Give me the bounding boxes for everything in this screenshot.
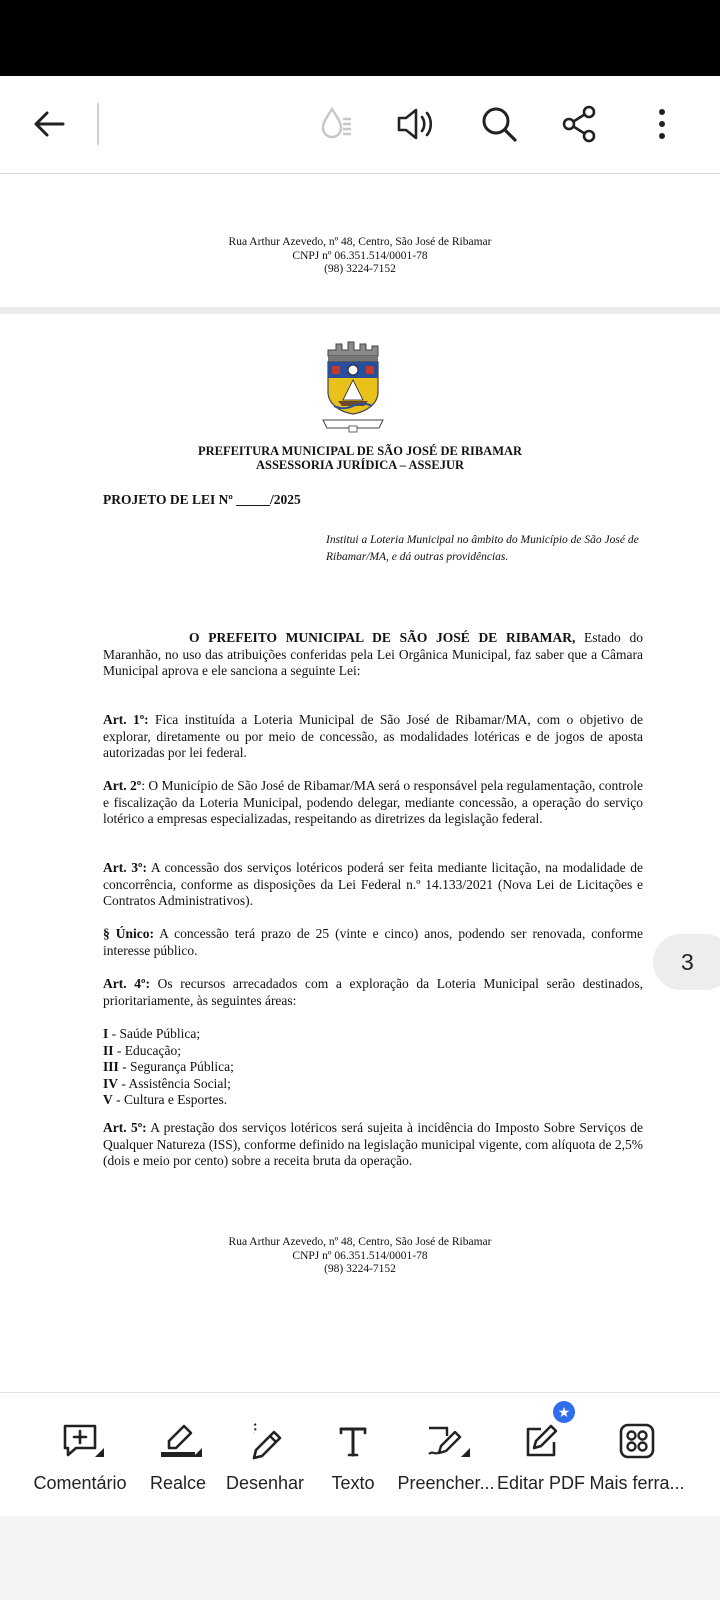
highlight-label: Realce [149,1473,207,1493]
highlighter-icon [152,1415,204,1467]
status-bar [0,0,720,76]
draw-tool[interactable] [222,1393,308,1517]
list-item [103,1059,643,1076]
org-name: PREFEITURA MUNICIPAL DE SÃO JOSÉ DE RIBAMAR [197,444,523,458]
footer-phone: (98) 3224-7152 [324,263,396,275]
comment-icon [54,1415,106,1467]
article-5-label: Art. 5º: [103,1120,147,1135]
list-item-text: - Saúde Pública; [108,1026,201,1041]
list-item-number: III [103,1059,119,1075]
more-tools-label: Mais ferra... [589,1473,685,1493]
pdf-page-current [0,314,720,1392]
arrow-left-icon [31,106,67,142]
draw-label: Desenhar [225,1473,305,1493]
sole-paragraph-label: § Único: [103,926,154,941]
list-item-number: IV [103,1075,119,1091]
back-button[interactable] [25,100,73,148]
article-4-text: Os recursos arrecadados com a exploração da Loteria Municipal serão destinados, prioritariamente, às seguintes áreas: [103,976,643,1008]
article-4-label: Art. 4º: [103,976,150,991]
list-item [103,1026,643,1043]
toolbar-divider [97,103,99,145]
bill-summary: Institui a Loteria Municipal no âmbito do Município de São José de Ribamar/MA, e dá outras providências. [326,534,639,563]
text-t-icon [327,1415,379,1467]
liquid-mode-icon [315,103,357,145]
highlight-tool[interactable] [138,1393,218,1517]
comment-label: Comentário [33,1473,127,1493]
sole-paragraph [103,926,643,959]
pdf-viewer[interactable] [0,174,720,1392]
system-navigation-area [0,1516,720,1600]
more-tools-button[interactable] [588,1393,686,1517]
fill-sign-tool[interactable] [397,1393,495,1517]
edit-pdf-label: Editar PDF [496,1473,586,1493]
list-item-text: - Cultura e Esportes. [112,1092,228,1108]
article-2-text: : O Município de São José de Ribamar/MA será o responsável pela regulamentação, controle e fiscalização da Loteria Municipal, podendo delegar, mediante concessão, a operação do serviço lotérico a empresas especializadas, respeitando as diretrizes da legislação federal. [103,778,643,827]
municipal-coat-of-arms [322,338,384,436]
list-item-text: - Educação; [113,1042,181,1058]
text-tool[interactable] [318,1393,388,1517]
draw-pen-icon [239,1415,291,1467]
more-options-button[interactable] [638,100,686,148]
footer-phone: (98) 3224-7152 [324,1263,396,1275]
article-2-label: Art. 2º [103,778,142,793]
edit-pdf-icon [515,1403,571,1467]
search-icon [479,104,519,144]
edit-pdf-tool[interactable] [496,1393,586,1517]
more-vertical-icon [652,104,672,144]
article-5-text: A prestação dos serviços lotéricos será sujeita à incidência do Imposto Sobre Serviços de Qualquer Natureza (ISS), conforme definido na legislação municipal vigente, com alíquota de 2,5% (dois e meio por cento) sobre a receita bruta da operação. [103,1120,643,1169]
page-number-indicator[interactable]: 3 [653,934,720,990]
pdf-page-previous [0,174,720,307]
list-item-number: II [103,1042,114,1058]
fill-sign-label: Preencher... [397,1473,495,1493]
footer-cnpj: CNPJ nº 06.351.514/0001-78 [292,1249,428,1262]
list-item [103,1092,643,1109]
apps-grid-icon [611,1415,663,1467]
share-button[interactable] [556,100,604,148]
share-icon [560,104,600,144]
footer-cnpj: CNPJ nº 06.351.514/0001-78 [292,249,428,262]
preamble [103,630,643,680]
list-item [103,1076,643,1093]
article-3 [103,860,643,910]
preamble-text: Estado do Maranhão, no uso das atribuições conferidas pela Lei Orgânica Municipal, faz saber que a Câmara Municipal aprova e ele sanciona a seguinte Lei: [103,630,643,679]
article-4-list [103,1026,643,1109]
list-item-text: - Segurança Pública; [118,1059,234,1075]
article-1-text: Fica instituída a Loteria Municipal de São José de Ribamar/MA, com o objetivo de explorar, diretamente ou por meio de concessão, as modalidades lotéricas e de jogos de aposta autorizadas por lei federal. [103,712,643,761]
speaker-icon [394,103,436,145]
list-item [103,1043,643,1060]
org-department: ASSESSORIA JURÍDICA – ASSEJUR [255,458,465,472]
footer-address: Rua Arthur Azevedo, nº 48, Centro, São José de Ribamar [228,236,492,248]
article-1-label: Art. 1º: [103,712,149,727]
liquid-mode-button[interactable] [312,100,360,148]
premium-star-icon: ★ [553,1401,575,1423]
text-label: Texto [331,1473,375,1493]
list-item-text: - Assistência Social; [118,1075,231,1091]
sole-paragraph-text: A concessão terá prazo de 25 (vinte e cinco) anos, podendo ser renovada, conforme interesse público. [103,926,644,958]
page-footer [0,236,720,277]
fill-sign-icon [420,1415,472,1467]
search-button[interactable] [475,100,523,148]
bill-title: PROJETO DE LEI Nº _____/2025 [103,492,301,507]
read-aloud-button[interactable] [391,100,439,148]
article-1 [103,712,643,762]
top-app-bar [0,76,720,174]
list-item-number: V [103,1092,113,1108]
article-3-label: Art. 3º: [103,860,147,875]
footer-address: Rua Arthur Azevedo, nº 48, Centro, São José de Ribamar [228,1236,492,1248]
preamble-bold: O PREFEITO MUNICIPAL DE SÃO JOSÉ DE RIBAMAR, [189,630,576,645]
article-2 [103,778,643,828]
article-3-text: A concessão dos serviços lotéricos poderá ser feita mediante licitação, na modalidade de concorrência, conforme as disposições da Lei Federal n.º 14.133/2021 (Nova Lei de Licitações e Contratos Administrativos). [103,860,643,909]
page-footer [0,1236,720,1277]
comment-tool[interactable] [32,1393,128,1517]
article-5 [103,1120,643,1170]
article-4 [103,976,643,1009]
list-item-number: I [103,1026,109,1041]
bottom-toolbar [0,1392,720,1517]
